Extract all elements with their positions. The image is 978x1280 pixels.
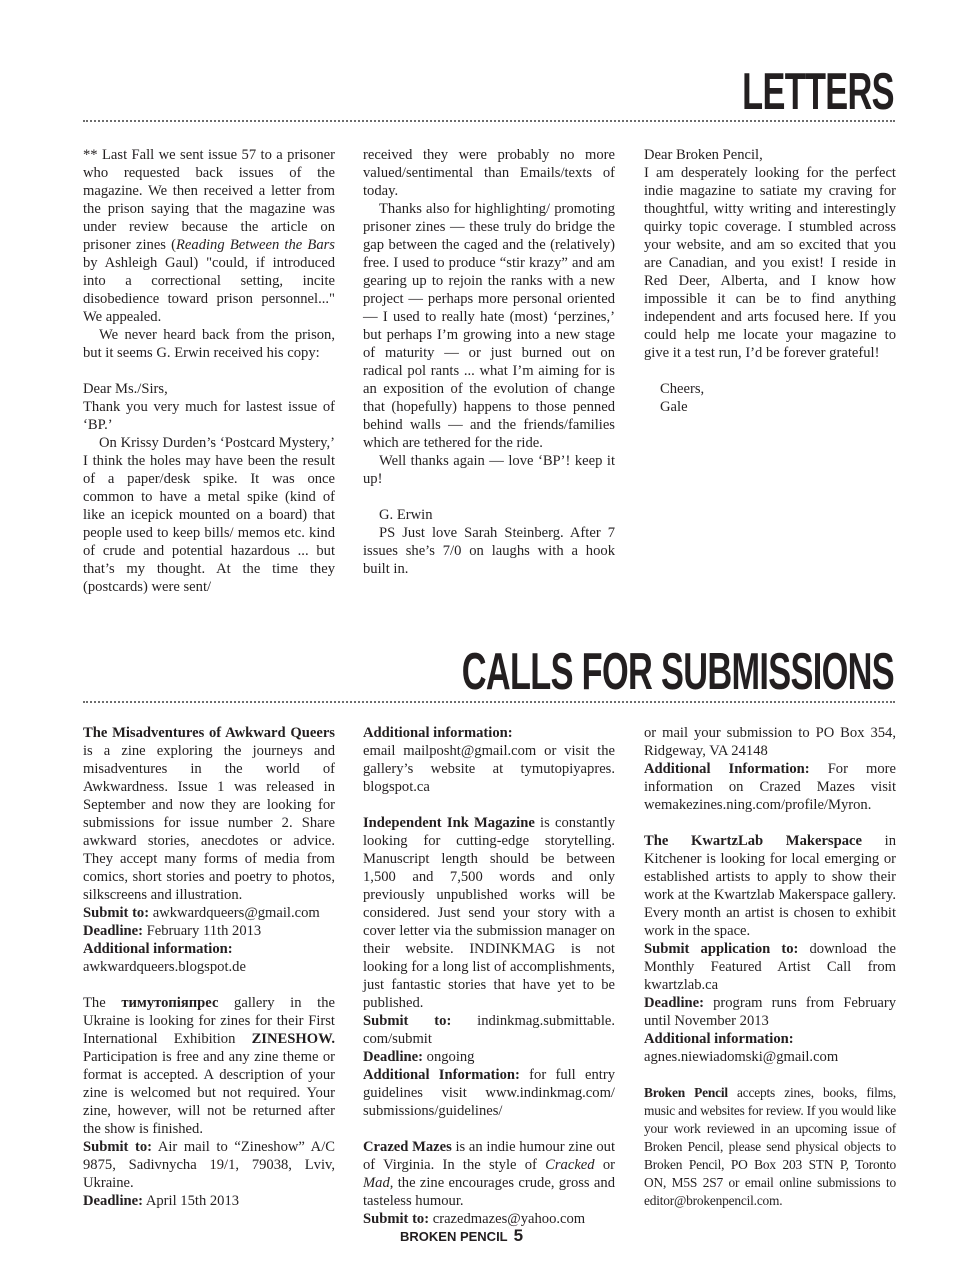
info-value: agnes.niewiadomski@gmail.com xyxy=(644,1049,839,1065)
letters-divider xyxy=(83,120,895,122)
listing-awkward-queers: The Misadventures of Awkward Queers is a zine exploring the journeys and misadventures in the world of Awkwardness. Issue 1 was released in September and now they are looking for submissions for issue number 2. Share awkward stories, anecdotes or advice. They accept many forms of media from comics, short stories and poetry to photos, silkscreens and illustration. xyxy=(83,725,335,903)
crazed-mazes-mail: or mail your submission to PO Box 354, Ridgeway, VA 24148 xyxy=(644,725,896,759)
page-number: 5 xyxy=(513,1226,524,1245)
calls-column-1 xyxy=(83,724,335,1210)
letters-heading: LETTERS xyxy=(742,63,894,121)
deadline-line: Deadline: February 11th 2013 xyxy=(83,923,262,939)
letter-paragraph: received they were probably no more valued/sentimental than Emails/texts of today. xyxy=(363,147,615,199)
deadline-line: Deadline: ongoing xyxy=(363,1049,475,1065)
submit-line: Submit to: awkwardqueers@gmail.com xyxy=(83,905,320,921)
info-label: Additional information: xyxy=(644,1031,794,1047)
letter-paragraph: Thank you very much for lastest issue of ‘BP.’ xyxy=(83,399,335,433)
listing-kwartzlab: The KwartzLab Makerspace in Kitchener is looking for local emerging or established artists to apply to show their work at the Kwartzlab Makerspace gallery. Every month an artist is chosen to exhibit work in the space. xyxy=(644,833,896,939)
letter-signature: G. Erwin xyxy=(379,507,433,523)
letter-postscript: PS Just love Sarah Steinberg. After 7 issues she’s 7/0 on laughs with a hook built in. xyxy=(363,525,615,577)
letters-column-1 xyxy=(83,146,335,596)
letters-column-2 xyxy=(363,146,615,578)
submit-line: Submit to: indinkmag.submittable. com/submit xyxy=(363,1013,615,1047)
info-line: Additional Information: For more information on Crazed Mazes visit wemakezines.ning.com/profile/Myron. xyxy=(644,761,896,813)
listing-gallery: The тимутопіяпрес gallery in the Ukraine is looking for zines for their First International Exhibition ZINESHOW. Participation is free and any zine theme or format is accepted. A description of your zine is welcomed but not required. Your zine, however, will not be returned after the show is finished. xyxy=(83,995,335,1137)
listing-independent-ink: Independent Ink Magazine is constantly looking for cutting-edge storytelling. Manuscript length should be between 1,500 and 7,500 words and only previously unpublished works will be considered. Just send your story with a cover letter via the submission manager on their website. INDINKMAG is not looking for a long list of accomplishments, just fantastic stories that have yet to be published. xyxy=(363,815,615,1011)
submit-line: Submit to: Air mail to “Zineshow” A/C 9875, Sadivnycha 19/1, 79038, Lviv, Ukraine. xyxy=(83,1139,335,1191)
letter-paragraph: On Krissy Durden’s ‘Postcard Mystery,’ I think the holes may have been the result of a paper/desk spike. It was once common to have a metal spike (kind of like an icepick mounted on a board) that people used to keep bills/ memos etc. kind of crude and potential hazardous ... but that’s my thought. At the time they (postcards) were sent/ xyxy=(83,435,335,595)
submit-line: Submit application to: download the Monthly Featured Artist Call from kwartzlab.ca xyxy=(644,941,896,993)
letter-salutation: Dear Ms./Sirs, xyxy=(83,381,168,397)
letter-closing: Cheers, xyxy=(660,381,705,397)
editor-note-2: We never heard back from the prison, but it seems G. Erwin received his copy: xyxy=(83,327,335,361)
calls-column-2 xyxy=(363,724,615,1228)
info-label: Additional information: xyxy=(363,725,513,741)
info-value: awkwardqueers.blogspot.de xyxy=(83,959,246,975)
letter-paragraph: I am desperately looking for the perfect indie magazine to satiate my craving for thoughtful, witty writing and interestingly quirky topic coverage. I stumbled across your website, and am so excited that you are Canadian, and you exist! I reside in Red Deer, Alberta, and I know how impossible it can be to find anything independent and arts focused here. If you could help me locate your magazine to give it a test run, I’d be forever grateful! xyxy=(644,165,896,361)
listing-crazed-mazes: Crazed Mazes is an indie humour zine out of Virginia. In the style of Cracked or Mad, the zine encourages crude, gross and tasteless humour. xyxy=(363,1139,615,1209)
letter-paragraph: Well thanks again — love ‘BP’! keep it up! xyxy=(363,453,615,487)
calls-heading: CALLS FOR SUBMISSIONS xyxy=(461,643,894,701)
info-label: Additional information: xyxy=(83,941,233,957)
calls-column-3 xyxy=(644,724,896,1210)
letter-paragraph: Thanks also for highlighting/ promoting prisoner zines — these truly do bridge the gap between the caged and the (relatively) free. I used to produce “stir krazy” and am gearing up to rejoin the ranks with a new project — perhaps more personal oriented — I used to really hate (most) ‘perzines,’ but perhaps I’m growing into a new stage of maturity — or just burned out on radical pol rants ... what I’m aiming for is an exposition of the evolution of change that (hopefully) happens to those penned behind walls — and the friends/families which are tethered for the ride. xyxy=(363,201,615,451)
editor-note: ** Last Fall we sent issue 57 to a prisoner who requested back issues of the magazine. We then received a letter from the prison saying that the magazine was under review because the article on prisoner zines (Reading Between the Bars by Ashleigh Gaul) "could, if introduced into a correctional setting, incite disobedience toward prison personnel..." We appealed. xyxy=(83,147,335,325)
letter-salutation: Dear Broken Pencil, xyxy=(644,147,763,163)
listing-broken-pencil: Broken Pencil accepts zines, books, films, music and websites for review. If you would like your work reviewed in an upcoming issue of Broken Pencil, please send physical objects to Broken Pencil, PO Box 203 STN P, Toronto ON, M5S 2S7 or email online submissions to editor@brokenpencil.com. xyxy=(644,1085,896,1208)
letter-signature: Gale xyxy=(660,399,688,415)
article-title: Reading Between the Bars xyxy=(176,237,335,253)
deadline-line: Deadline: April 15th 2013 xyxy=(83,1193,240,1209)
publication-name: BROKEN PENCIL xyxy=(400,1229,508,1244)
calls-divider xyxy=(83,701,895,703)
deadline-line: Deadline: program runs from February until November 2013 xyxy=(644,995,896,1029)
page-footer xyxy=(400,1226,523,1246)
info-value: email mailposht@gmail.com or visit the gallery’s website at tymutopiyapres. blogspot.ca xyxy=(363,743,615,795)
letters-column-3 xyxy=(644,146,896,416)
info-line: Additional Information: for full entry guidelines visit www.indinkmag.com/ submissions/guidelines/ xyxy=(363,1067,615,1119)
submit-line: Submit to: crazedmazes@yahoo.com xyxy=(363,1211,586,1227)
